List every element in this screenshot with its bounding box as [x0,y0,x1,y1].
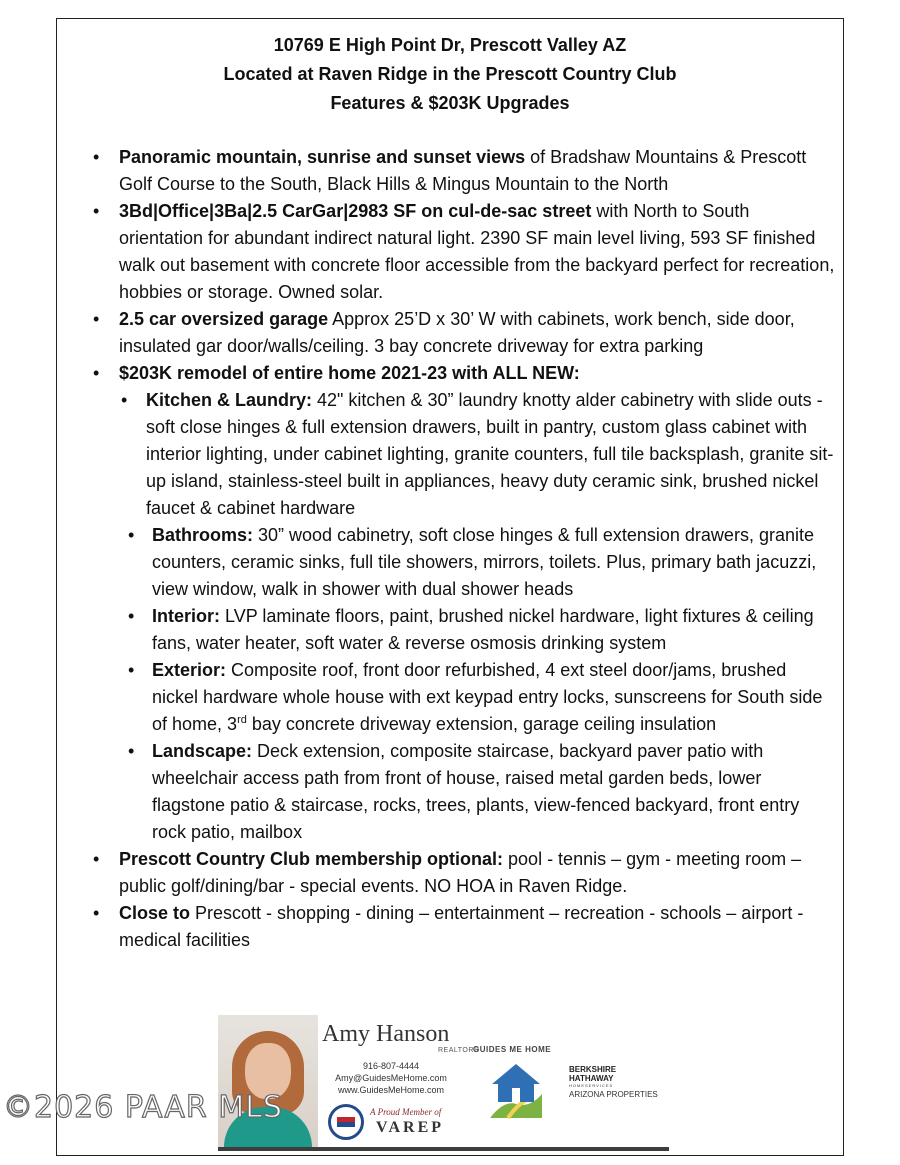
bullet-layout-text: with North to South orientation for abundant indirect natural light. 2390 SF main level living, 593 SF finished walk out basement with concrete floor accessible from the backyard perfect for recreation, hobbies or storage. Owned solar. [119,201,835,302]
bullet-remodel [90,360,835,846]
sub-bullet-kitchen [119,387,835,522]
features-list [90,144,835,954]
bullet-remodel-heading: $203K remodel of entire home 2021-23 with ALL NEW: [119,363,580,383]
agent-email: Amy@GuidesMeHome.com [335,1073,447,1083]
agent-name: Amy Hanson [322,1021,450,1047]
brokerage-line1: BERKSHIRE [569,1065,617,1074]
brokerage-name [569,1065,616,1083]
bullet-close-heading: Close to [119,903,191,923]
bullet-garage-text: Approx 25’D x 30’ W with cabinets, work bench, side door, insulated gar door/walls/ceiling. 3 bay concrete driveway for extra parking [119,309,795,356]
exterior-text-a: Composite roof, front door refurbished, 4 ext steel door/jams, brushed nickel hardware whole house with ext keypad entry locks, sunscreens for South side of home, 3 [152,660,823,734]
brokerage-line3: HOMESERVICES [569,1083,614,1088]
bullet-layout-heading: 3Bd|Office|3Ba|2.5 CarGar|2983 SF on cul-de-sac street [119,201,592,221]
bathrooms-text: 30” wood cabinetry, soft close hinges & full extension drawers, granite counters, ceramic sinks, full tile showers, mirrors, toilets. Plus, primary bath jacuzzi, view window, walk in shower with dual shower heads [152,525,817,599]
features-subtitle: Features & $203K Upgrades [330,93,570,113]
varep-logo-text: VAREP [376,1119,445,1136]
bullet-close-text: Prescott - shopping - dining – entertainment – recreation - schools – airport - medical facilities [119,903,804,950]
guides-me-home-brand: GUIDES ME HOME [473,1045,552,1054]
bullet-close [90,900,835,954]
bullet-garage-heading: 2.5 car oversized garage [119,309,329,329]
bullet-club-text: pool - tennis – gym - meeting room – public golf/dining/bar - special events. NO HOA in Raven Ridge. [119,849,802,896]
agent-website: www.GuidesMeHome.com [337,1085,445,1095]
bullet-views-text: of Bradshaw Mountains & Prescott Golf Course to the South, Black Hills & Mingus Mountain to the North [119,147,807,194]
house-logo-icon [486,1060,546,1120]
agent-photo [218,1015,318,1147]
mls-watermark: ©2026 PAAR MLS [3,1090,283,1125]
brokerage-line4: ARIZONA PROPERTIES [569,1090,658,1099]
sub-bullet-landscape [119,738,835,846]
bullet-views-heading: Panoramic mountain, sunrise and sunset views [119,147,526,167]
location-subtitle: Located at Raven Ridge in the Prescott Country Club [223,64,677,84]
interior-text: LVP laminate floors, paint, brushed nickel hardware, light fixtures & ceiling fans, water heater, soft water & reverse osmosis drinking system [152,606,814,653]
kitchen-text: 42" kitchen & 30” laundry knotty alder cabinetry with slide outs - soft close hinges & full extension drawers, built in pantry, custom glass cabinet with interior lighting, under cabinet lighting, granite counters, full tile backsplash, granite sit-up island, stainless-steel built in appliances, heavy duty ceramic sink, brushed nickel faucet & cabinet hardware [146,390,834,518]
agent-contact [326,1060,456,1096]
agent-phone: 916-807-4444 [362,1061,420,1071]
varep-seal-icon [328,1104,364,1140]
bullet-layout [90,198,835,306]
document-header [56,31,844,118]
bullet-club-heading: Prescott Country Club membership optional: [119,849,504,869]
exterior-ordinal: rd [237,714,247,726]
address-title: 10769 E High Point Dr, Prescott Valley AZ [273,35,627,55]
agent-banner [218,1015,669,1151]
exterior-heading: Exterior: [152,660,227,680]
kitchen-heading: Kitchen & Laundry: [146,390,313,410]
proud-member-text: A Proud Member of [370,1107,442,1117]
landscape-text: Deck extension, composite staircase, backyard paver patio with wheelchair access path from front of house, raised metal garden beds, lower flagstone patio & staircase, rocks, trees, plants, view-fenced backyard, front entry rock patio, mailbox [152,741,800,842]
bullet-club [90,846,835,900]
bullet-garage [90,306,835,360]
sub-bullet-exterior [119,657,835,738]
bathrooms-heading: Bathrooms: [152,525,254,545]
sub-bullet-interior [119,603,835,657]
interior-heading: Interior: [152,606,221,626]
brokerage-line2: HATHAWAY [569,1074,614,1083]
exterior-text-b: bay concrete driveway extension, garage ceiling insulation [246,714,717,734]
bullet-views [90,144,835,198]
remodel-sublist [119,387,835,846]
agent-title: REALTOR® [438,1047,480,1054]
sub-bullet-bathrooms [119,522,835,603]
landscape-heading: Landscape: [152,741,253,761]
